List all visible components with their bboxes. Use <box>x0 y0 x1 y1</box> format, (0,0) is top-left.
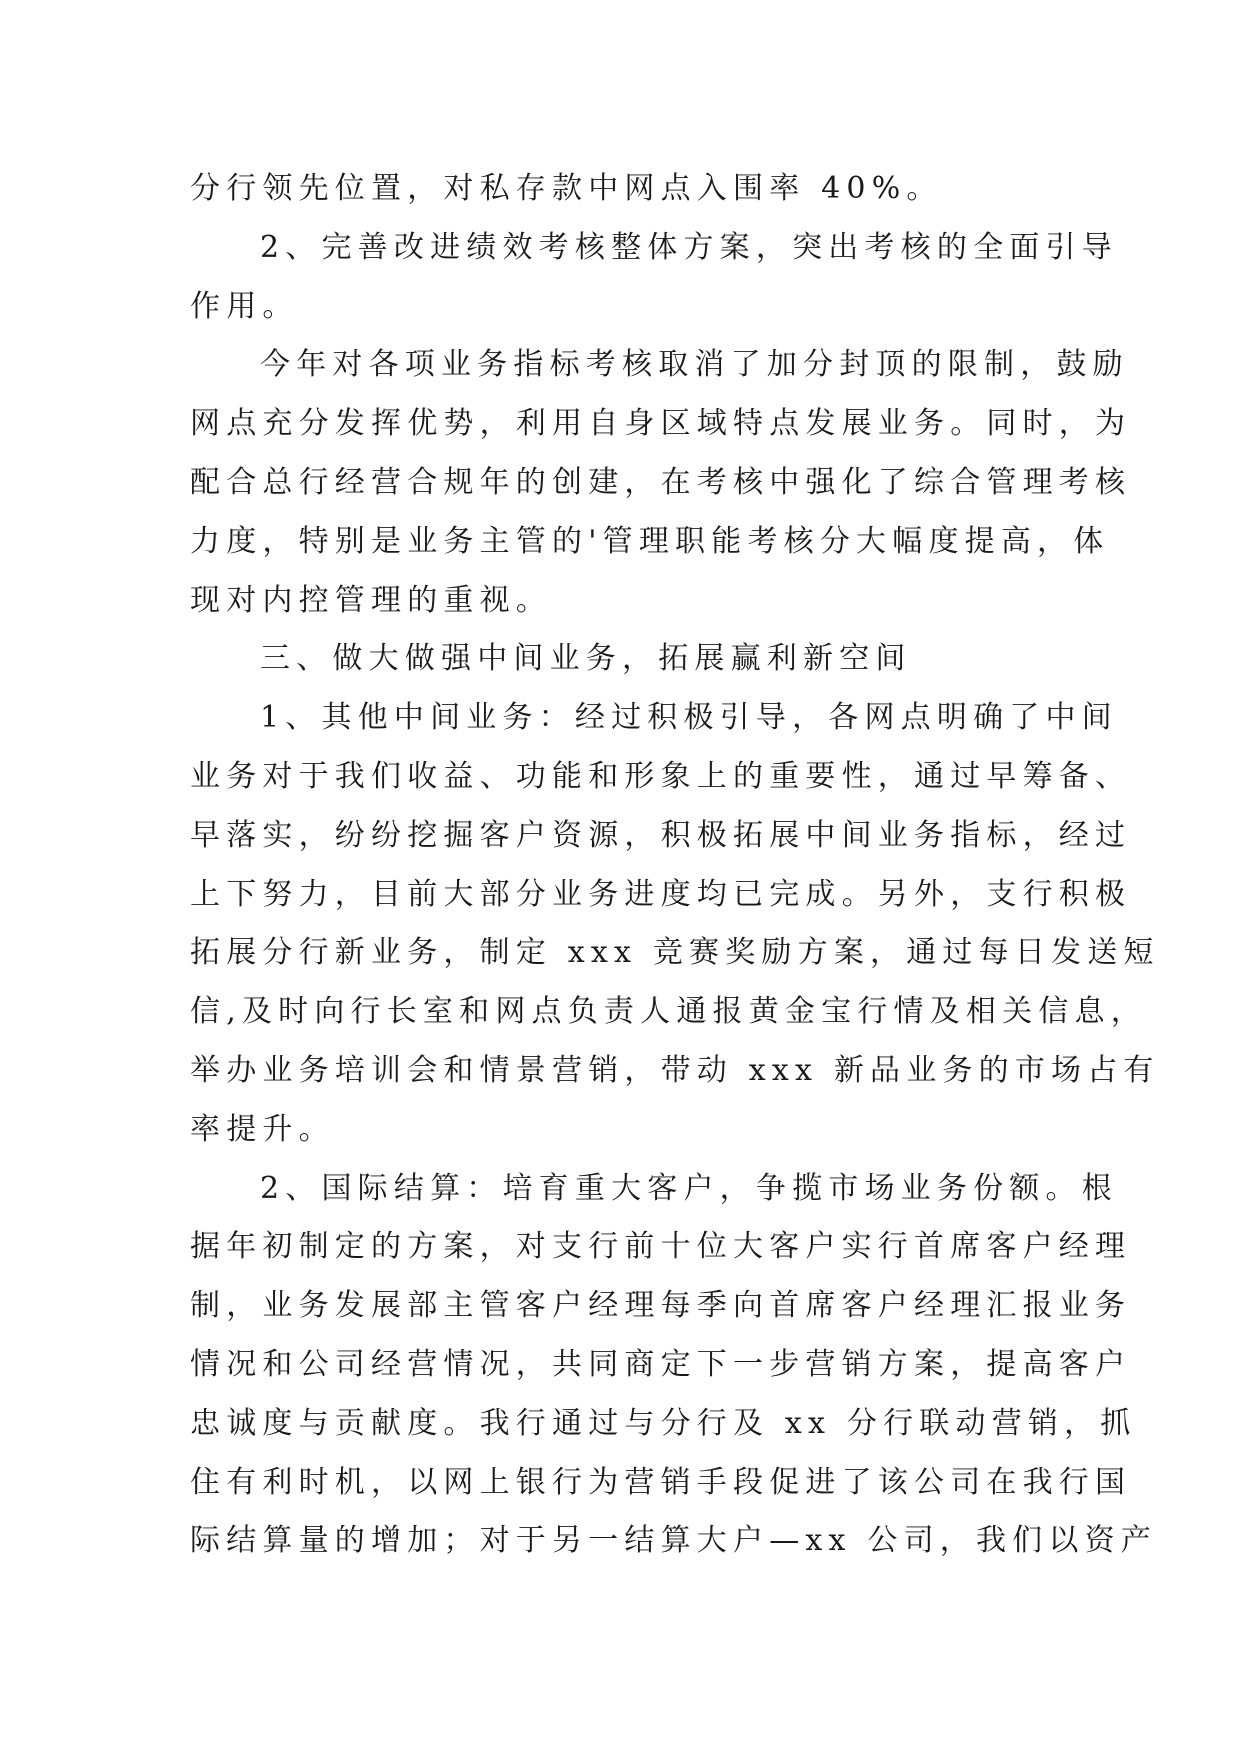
text-line: 率提升。 <box>190 1111 335 1147</box>
text-line: 配合总行经营合规年的创建，在考核中强化了综合管理考核 <box>190 464 1132 500</box>
text-line: 住有利时机，以网上银行为营销手段促进了该公司在我行国 <box>190 1464 1132 1500</box>
text-line: 2、国际结算：培育重大客户，争揽市场业务份额。根 <box>260 1170 1118 1206</box>
text-line: 情况和公司经营情况，共同商定下一步营销方案，提高客户 <box>190 1346 1132 1382</box>
text-line: 1、其他中间业务：经过积极引导，各网点明确了中间 <box>260 700 1118 736</box>
text-line: 上下努力，目前大部分业务进度均已完成。另外，支行积极 <box>190 876 1132 912</box>
text-line: 作用。 <box>190 288 299 324</box>
document-body <box>190 160 1160 1571</box>
text-line: 现对内控管理的重视。 <box>190 582 552 618</box>
text-line: 网点充分发挥优势，利用自身区域特点发展业务。同时，为 <box>190 406 1132 442</box>
section-heading: 三、做大做强中间业务，拓展赢利新空间 <box>260 641 912 677</box>
text-line: 2、完善改进绩效考核整体方案，突出考核的全面引导 <box>260 229 1118 265</box>
text-line: 制，业务发展部主管客户经理每季向首席客户经理汇报业务 <box>190 1288 1132 1324</box>
text-line: 际结算量的增加；对于另一结算大户—xx 公司，我们以资产 <box>190 1523 1157 1559</box>
text-line: 据年初制定的方案，对支行前十位大客户实行首席客户经理 <box>190 1229 1132 1265</box>
text-line: 业务对于我们收益、功能和形象上的重要性，通过早筹备、 <box>190 758 1132 794</box>
text-line: 拓展分行新业务，制定 xxx 竞赛奖励方案，通过每日发送短 <box>190 935 1160 971</box>
text-line: 今年对各项业务指标考核取消了加分封顶的限制，鼓励 <box>260 347 1129 383</box>
text-line: 举办业务培训会和情景营销，带动 xxx 新品业务的市场占有 <box>190 1052 1160 1088</box>
text-line: 信,及时向行长室和网点负责人通报黄金宝行情及相关信息， <box>190 994 1147 1030</box>
text-line: 早落实，纷纷挖掘客户资源，积极拓展中间业务指标，经过 <box>190 817 1132 853</box>
text-line: 力度，特别是业务主管的'管理职能考核分大幅度提高，体 <box>190 523 1110 559</box>
text-line: 忠诚度与贡献度。我行通过与分行及 xx 分行联动营销，抓 <box>190 1405 1137 1441</box>
text-line: 分行领先位置，对私存款中网点入围率 40%。 <box>190 171 943 206</box>
